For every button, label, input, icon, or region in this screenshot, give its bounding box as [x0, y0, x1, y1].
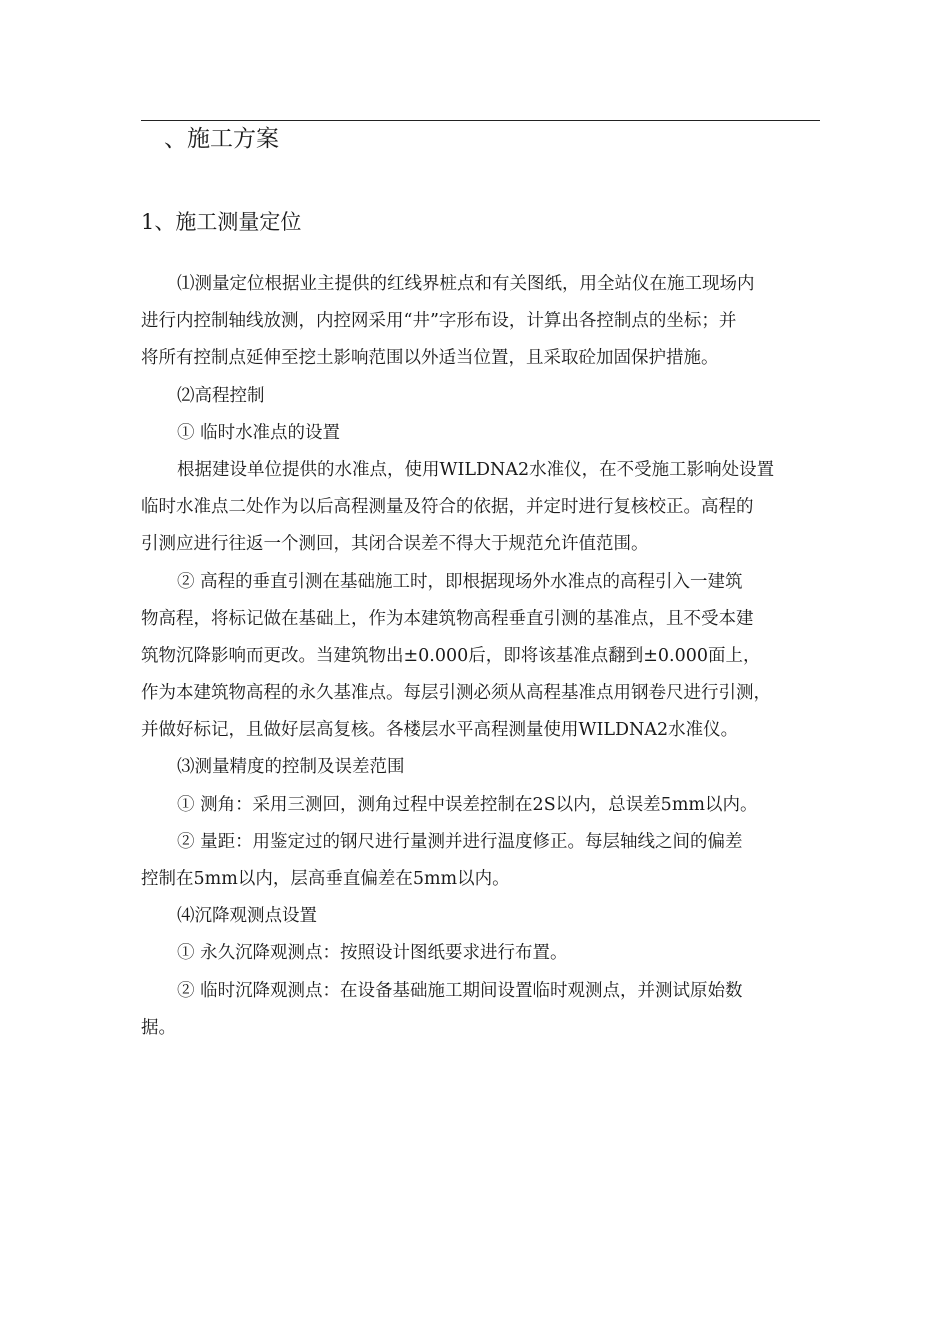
paragraph-line: 并做好标记，且做好层高复核。各楼层水平高程测量使用WILDNA2水准仪。: [141, 720, 739, 741]
paragraph-line: 筑物沉降影响而更改。当建筑物出±0.000后，即将该基准点翻到±0.000面上，: [141, 645, 761, 666]
subheading-temporary-benchmark: ① 临时水准点的设置: [177, 422, 341, 443]
paragraph-line: ① 测角：采用三测回，测角过程中误差控制在2S以内，总误差5mm以内。: [177, 794, 758, 815]
paragraph-line: 引测应进行往返一个测回，其闭合误差不得大于规范允许值范围。: [141, 534, 649, 555]
paragraph-line: 作为本建筑物高程的永久基准点。每层引测必须从高程基准点用钢卷尺进行引测，: [141, 683, 771, 704]
section-title: 、施工方案: [164, 126, 279, 152]
paragraph-line: 据。: [141, 1017, 176, 1038]
paragraph-line: ② 量距：用鉴定过的钢尺进行量测并进行温度修正。每层轴线之间的偏差: [177, 831, 743, 852]
paragraph-line: 临时水准点二处作为以后高程测量及符合的依据，并定时进行复核校正。高程的: [141, 497, 754, 518]
paragraph-line: ⑴测量定位根据业主提供的红线界桩点和有关图纸，用全站仪在施工现场内: [177, 274, 755, 294]
subheading-elevation-control: ⑵高程控制: [177, 385, 265, 406]
subsection-title: 1、施工测量定位: [141, 210, 302, 234]
paragraph-line: ② 临时沉降观测点：在设备基础施工期间设置临时观测点，并测试原始数: [177, 980, 743, 1001]
paragraph-line: 根据建设单位提供的水准点，使用WILDNA2水准仪，在不受施工影响处设置: [177, 459, 775, 480]
paragraph-line: ① 永久沉降观测点：按照设计图纸要求进行布置。: [177, 943, 568, 964]
document-body: [141, 266, 825, 1047]
subheading-settlement-points: ⑷沉降观测点设置: [177, 906, 317, 927]
paragraph-line: ② 高程的垂直引测在基础施工时，即根据现场外水准点的高程引入一建筑: [177, 571, 743, 592]
subheading-measurement-accuracy: ⑶测量精度的控制及误差范围: [177, 757, 405, 778]
header-rule: [141, 120, 820, 121]
paragraph-line: 将所有控制点延伸至挖土影响范围以外适当位置，且采取砼加固保护措施。: [141, 348, 719, 369]
paragraph-line: 进行内控制轴线放测，内控网采用“井”字形布设，计算出各控制点的坐标；并: [141, 311, 737, 332]
paragraph-line: 物高程，将标记做在基础上，作为本建筑物高程垂直引测的基准点，且不受本建: [141, 608, 754, 629]
paragraph-line: 控制在5mm以内，层高垂直偏差在5mm以内。: [141, 869, 510, 889]
